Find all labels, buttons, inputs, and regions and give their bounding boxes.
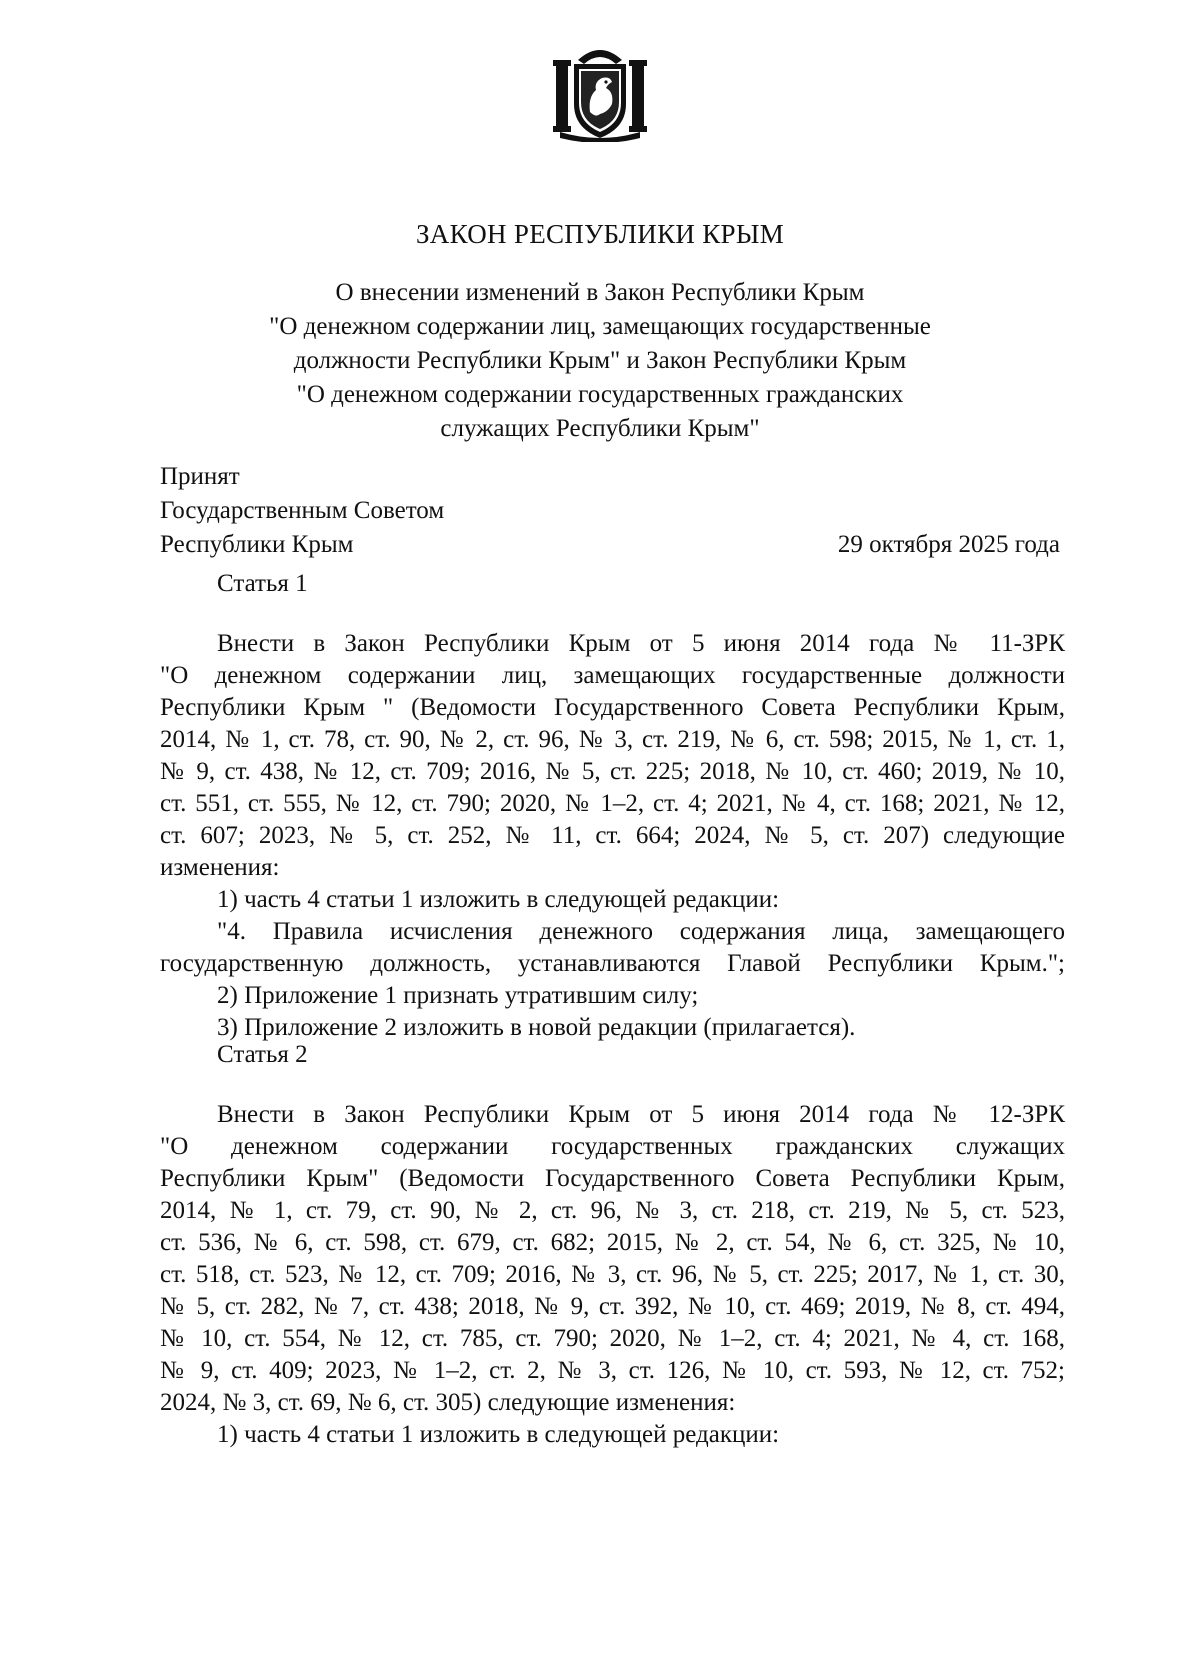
body-line: Республики Крым" (Ведомости Государственного Совета Республики Крым, — [160, 1165, 1065, 1192]
article-1-item-2: 2) Приложение 1 признать утратившим силу; — [217, 982, 699, 1009]
quote-line: "4. Правила исчисления денежного содержания лица, замещающего — [217, 918, 1065, 945]
body-line: 2014, № 1, ст. 78, ст. 90, № 2, ст. 96, № 3, ст. 219, № 6, ст. 598; 2015, № 1, ст. 1, — [160, 726, 1065, 753]
article-1-heading: Статья 1 — [217, 570, 308, 597]
subtitle-line: служащих Республики Крым" — [440, 415, 760, 442]
body-line: 2024, № 3, ст. 69, № 6, ст. 305) следующие изменения: — [160, 1389, 736, 1416]
adoption-block — [160, 460, 1060, 562]
body-line: № 10, ст. 554, № 12, ст. 785, ст. 790; 2020, № 1–2, ст. 4; 2021, № 4, ст. 168, — [160, 1325, 1065, 1352]
subtitle-line: О внесении изменений в Закон Республики Крым — [335, 279, 865, 306]
crimea-coat-of-arms-icon — [550, 42, 650, 142]
adoption-line: Принят — [160, 463, 240, 490]
body-line: "О денежном содержании государственных гражданских служащих — [160, 1133, 1065, 1160]
article-1-item-1: 1) часть 4 статьи 1 изложить в следующей редакции: — [217, 886, 780, 913]
article-2-body — [160, 1099, 1065, 1451]
body-line: № 9, ст. 438, № 12, ст. 709; 2016, № 5, ст. 225; 2018, № 10, ст. 460; 2019, № 10, — [160, 758, 1065, 785]
body-line: № 9, ст. 409; 2023, № 1–2, ст. 2, № 3, ст. 126, № 10, ст. 593, № 12, ст. 752; — [160, 1357, 1065, 1384]
body-line: "О денежном содержании лиц, замещающих государственные должности — [160, 662, 1065, 689]
subtitle-line: "О денежном содержании лиц, замещающих государственные — [269, 313, 931, 340]
article-1-item-3: 3) Приложение 2 изложить в новой редакции (прилагается). — [217, 1014, 856, 1041]
adoption-line: Республики Крым — [160, 531, 354, 558]
law-subtitle — [200, 276, 1000, 446]
subtitle-line: должности Республики Крым" и Закон Республики Крым — [293, 347, 907, 374]
body-line: 2014, № 1, ст. 79, ст. 90, № 2, ст. 96, № 3, ст. 218, ст. 219, № 5, ст. 523, — [160, 1197, 1065, 1224]
body-line: Внести в Закон Республики Крым от 5 июня 2014 года № 11-ЗРК — [217, 630, 1065, 657]
body-line: Внести в Закон Республики Крым от 5 июня 2014 года № 12-ЗРК — [217, 1101, 1065, 1128]
body-line: № 5, ст. 282, № 7, ст. 438; 2018, № 9, ст. 392, № 10, ст. 469; 2019, № 8, ст. 494, — [160, 1293, 1065, 1320]
body-line: изменения: — [160, 854, 280, 881]
subtitle-line: "О денежном содержании государственных гражданских — [296, 381, 904, 408]
body-line: ст. 551, ст. 555, № 12, ст. 790; 2020, № 1–2, ст. 4; 2021, № 4, ст. 168; 2021, № 12, — [160, 790, 1065, 817]
quote-line: государственную должность, устанавливаются Главой Республики Крым."; — [160, 950, 1065, 977]
adoption-line: Государственным Советом — [160, 497, 445, 524]
article-1-body — [160, 628, 1065, 1044]
article-2-item-1: 1) часть 4 статьи 1 изложить в следующей редакции: — [217, 1421, 780, 1448]
body-line: ст. 607; 2023, № 5, ст. 252, № 11, ст. 664; 2024, № 5, ст. 207) следующие — [160, 822, 1065, 849]
body-line: ст. 518, ст. 523, № 12, ст. 709; 2016, № 3, ст. 96, № 5, ст. 225; 2017, № 1, ст. 30, — [160, 1261, 1065, 1288]
law-title: ЗАКОН РЕСПУБЛИКИ КРЫМ — [415, 219, 785, 249]
adoption-date: 29 октября 2025 года — [837, 531, 1060, 558]
body-line: Республики Крым " (Ведомости Государственного Совета Республики Крым, — [160, 694, 1065, 721]
body-line: ст. 536, № 6, ст. 598, ст. 679, ст. 682; 2015, № 2, ст. 54, № 6, ст. 325, № 10, — [160, 1229, 1065, 1256]
article-2-heading: Статья 2 — [217, 1041, 308, 1068]
